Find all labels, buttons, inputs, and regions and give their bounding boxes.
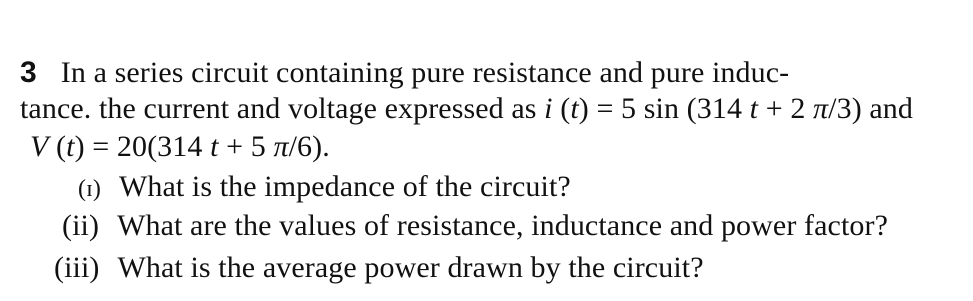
voltage-expression-end: /6). <box>288 130 330 163</box>
question-text-line-2: tance. the current and voltage expressed as <box>20 92 545 125</box>
time-symbol: t <box>749 92 759 125</box>
sub-question-label: (ɪ) <box>78 176 101 202</box>
current-expression-phase: + 2 <box>758 92 814 125</box>
voltage-symbol: V <box>30 130 49 163</box>
voltage-expression-phase: + 5 <box>218 130 274 163</box>
pi-symbol: π <box>813 92 829 125</box>
sub-question-3 <box>54 250 704 286</box>
current-expression-end: /3) and <box>828 92 914 125</box>
time-symbol: t <box>66 130 75 163</box>
current-symbol: i <box>544 92 553 125</box>
question-line-3 <box>30 129 330 165</box>
paren: ( <box>552 92 571 125</box>
voltage-expression: ) = 20(314 <box>74 130 211 163</box>
question-text-line-1: In a series circuit containing pure resistance and pure induc- <box>60 56 790 89</box>
sub-question-text: What is the average power drawn by the circuit? <box>117 251 704 284</box>
time-symbol: t <box>210 130 219 163</box>
question-number: 3 <box>20 56 37 89</box>
sub-question-text: What are the values of resistance, inductance and power factor? <box>117 209 888 242</box>
sub-question-2 <box>62 208 888 244</box>
paren: ( <box>48 130 67 163</box>
current-expression: ) = 5 sin (314 <box>578 92 750 125</box>
question-line-1 <box>20 55 789 91</box>
pi-symbol: π <box>273 130 289 163</box>
question-line-2 <box>20 91 913 127</box>
sub-question-label: (iii) <box>54 251 100 284</box>
sub-question-1 <box>78 169 571 207</box>
sub-question-text: What is the impedance of the circuit? <box>118 170 571 203</box>
sub-question-label: (ii) <box>62 209 100 242</box>
time-symbol: t <box>570 92 579 125</box>
